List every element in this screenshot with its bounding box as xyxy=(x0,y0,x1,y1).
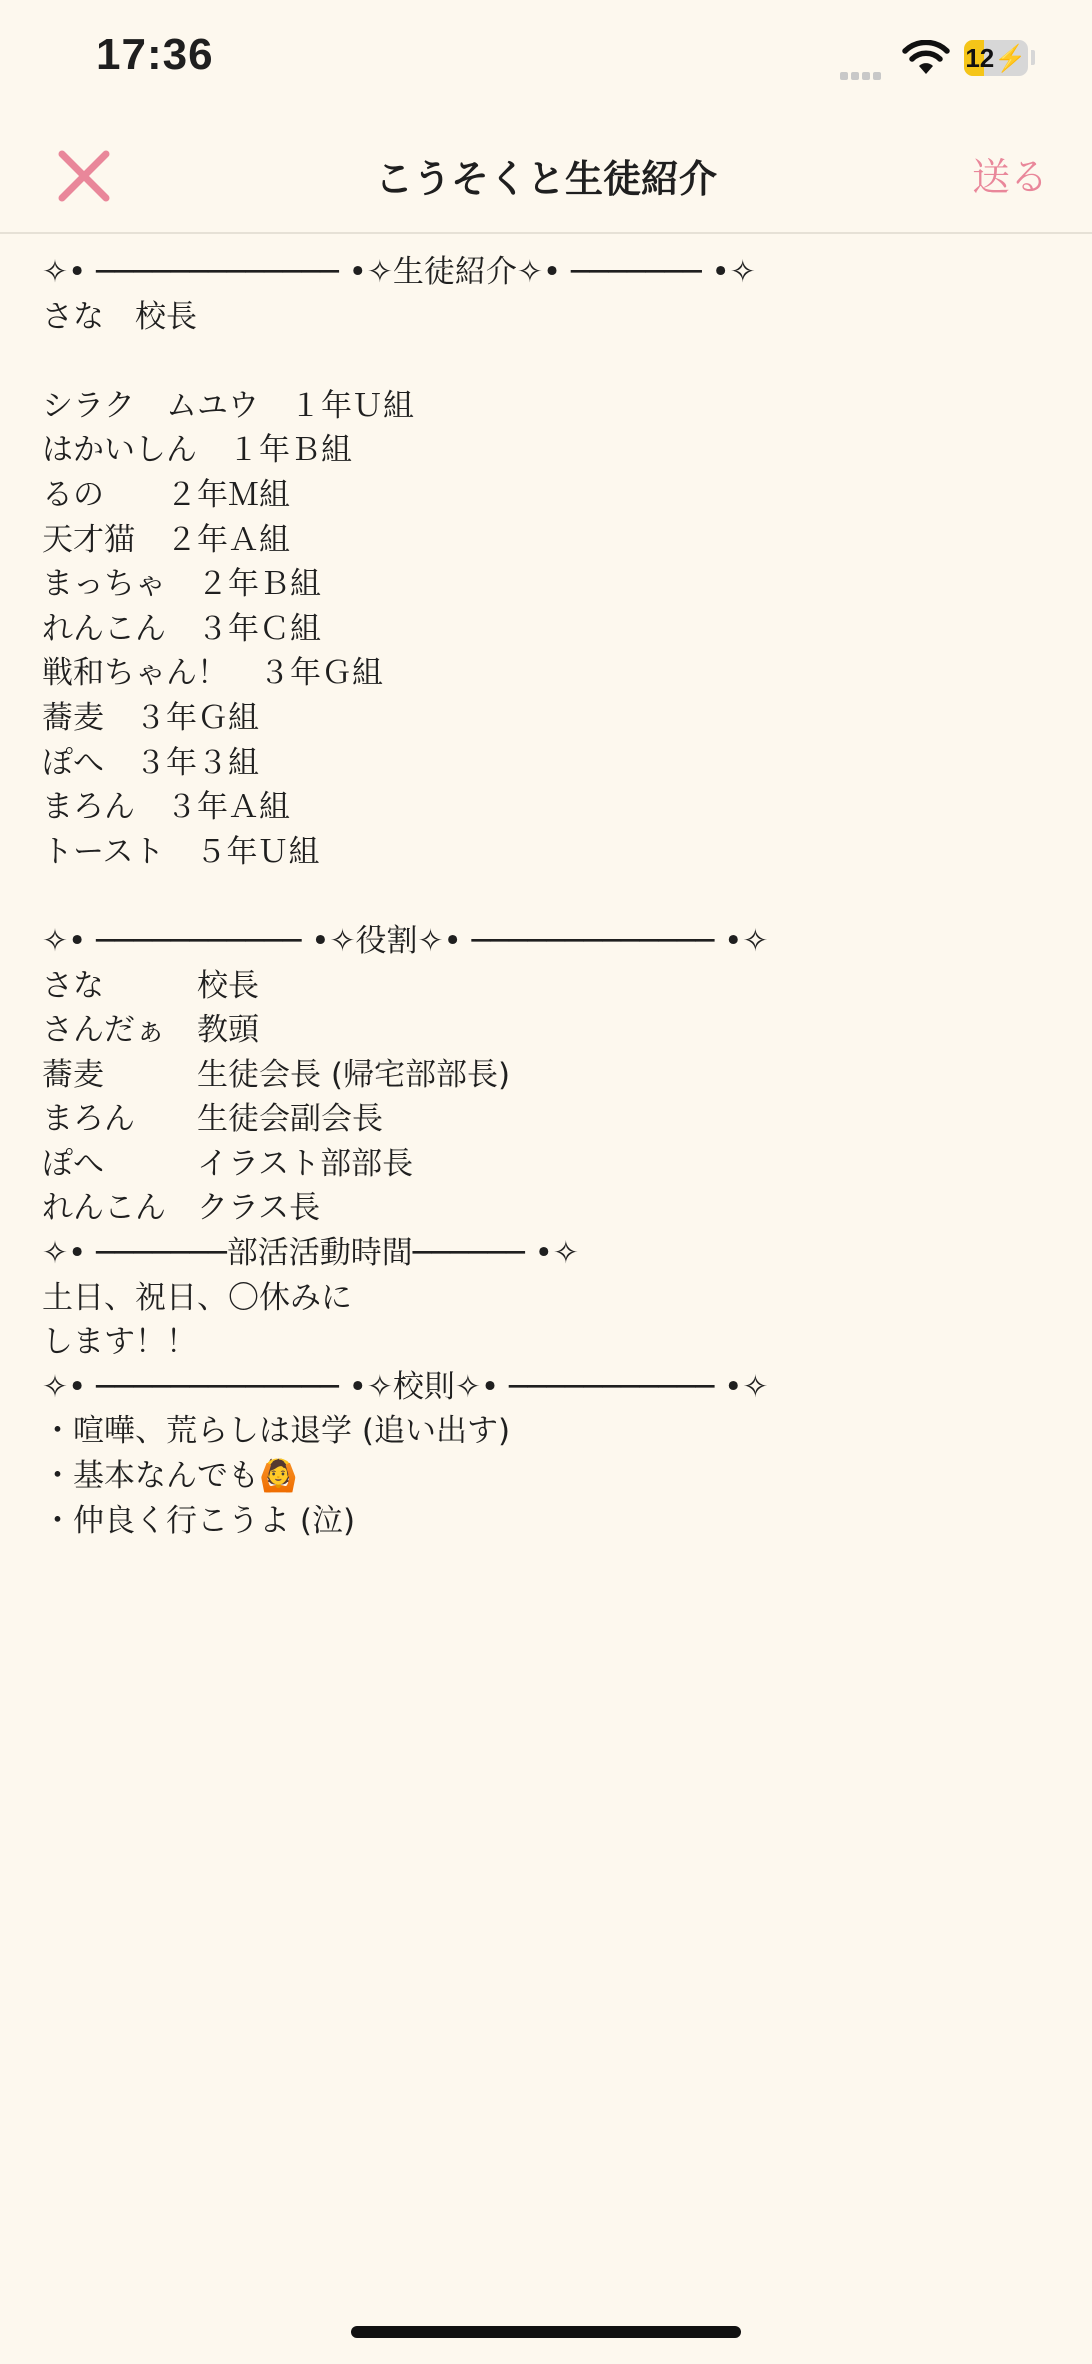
body-line: トースト ５年Ｕ組 xyxy=(42,833,320,870)
body-line: ✧• ───────────── •✧生徒紹介✧• ─────── •✧ xyxy=(42,254,756,290)
body-line: 天才猫 ２年Ａ組 xyxy=(42,521,290,558)
body-line: ✧• ───────部活活動時間────── •✧ xyxy=(42,1235,579,1272)
body-line: さな 校長 xyxy=(42,298,197,335)
status-time: 17:36 xyxy=(96,30,214,79)
body-line: るの ２年Ｍ組 xyxy=(42,476,290,513)
body-line: さんだぁ 教頭 xyxy=(42,1012,259,1049)
body-line: ぽへ ３年３組 xyxy=(42,744,259,781)
body-line: まろん 生徒会副会長 xyxy=(42,1101,383,1138)
body-line xyxy=(42,339,1052,384)
body-line: 戦和ちゃん！ ３年Ｇ組 xyxy=(42,655,383,692)
status-bar xyxy=(0,0,1092,120)
send-button[interactable]: 送る xyxy=(971,155,1048,199)
message-body[interactable] xyxy=(42,250,1052,1543)
body-line: さな 校長 xyxy=(42,967,259,1004)
page-title: こうそくと生徒紹介 xyxy=(374,157,717,201)
body-line: します！！ xyxy=(42,1324,197,1361)
body-line: 蕎麦 ３年Ｇ組 xyxy=(42,699,259,736)
body-line: ✧• ───────────── •✧校則✧• ─────────── •✧ xyxy=(42,1368,769,1405)
body-line xyxy=(42,874,1052,919)
body-line: 蕎麦 生徒会長 (帰宅部部長) xyxy=(42,1056,511,1093)
body-line: まろん ３年Ａ組 xyxy=(42,789,290,826)
body-line: ・喧嘩、荒らしは退学 (追い出す) xyxy=(42,1413,511,1450)
body-line: はかいしん １年Ｂ組 xyxy=(42,432,352,469)
body-line: まっちゃ ２年Ｂ組 xyxy=(42,566,321,603)
body-line: 土日、祝日、〇休みに xyxy=(42,1279,352,1316)
body-line: ぽへ イラスト部部長 xyxy=(42,1145,414,1182)
body-line: シラク ムユウ １年Ｕ組 xyxy=(42,387,414,424)
navigation-bar xyxy=(0,120,1092,234)
body-line: ・基本なんでも🙆 xyxy=(42,1458,298,1495)
wifi-icon xyxy=(902,40,950,80)
body-line: ✧• ─────────── •✧役割✧• ───────────── •✧ xyxy=(42,922,769,959)
body-line: れんこん クラス長 xyxy=(42,1190,321,1227)
cellular-signal-icon xyxy=(840,65,884,84)
home-indicator xyxy=(351,2326,741,2338)
battery-icon xyxy=(964,40,1028,76)
battery-cap xyxy=(1031,50,1035,65)
body-line: ・仲良く行こうよ (泣) xyxy=(42,1502,356,1539)
body-line: れんこん ３年Ｃ組 xyxy=(42,610,321,647)
battery-level-text: 12⚡ xyxy=(965,43,1027,73)
